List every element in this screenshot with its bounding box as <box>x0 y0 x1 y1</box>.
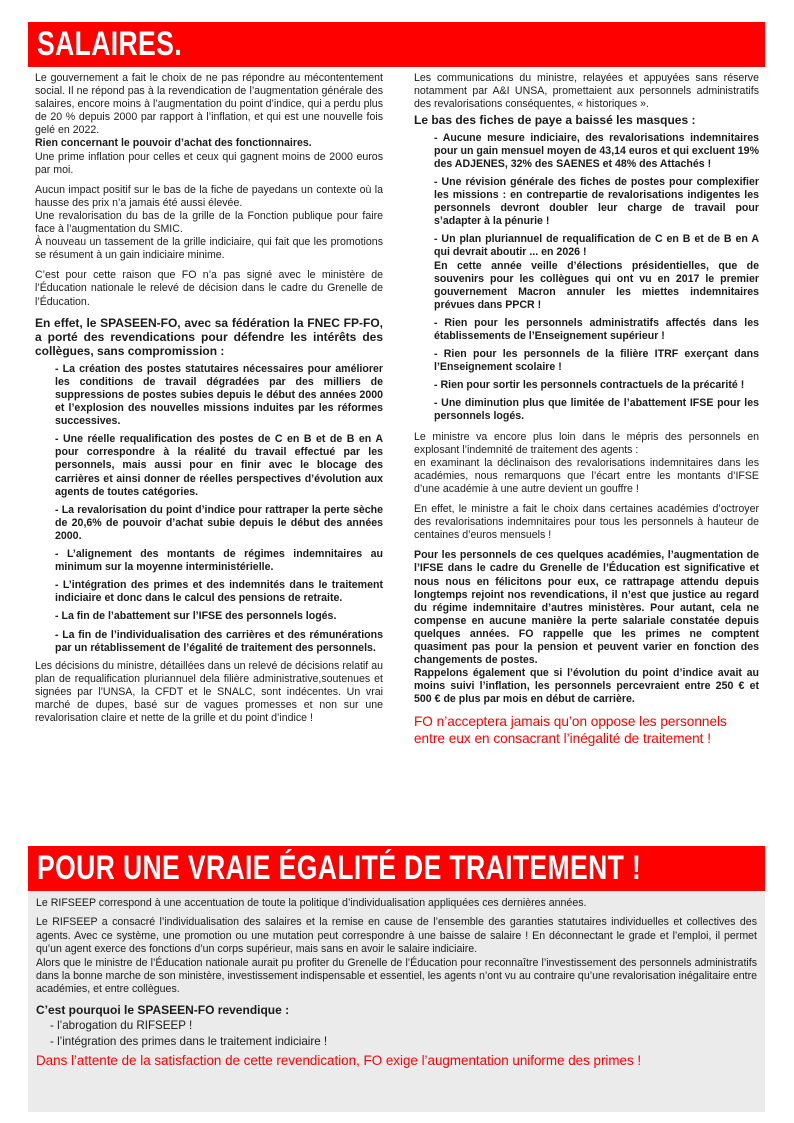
paragraph: En effet, le ministre a fait le choix dans certaines académies d’octroyer des revalorisations indemnitaires pour tous les personnels à hauteur de centaines d’euros mensuels ! <box>414 503 759 542</box>
paragraph: Le gouvernement a fait le choix de ne pas répondre au mécontentement social. Il ne répond pas à la revendication de l’augmentation générale des salaires, encore moins à l’augmentation du point d’indice, qui a perdu plus de 20 % depuis 2000 par rapport à l’inflation, et qui est une nouvelle fois gelé en 2022. <box>35 72 383 137</box>
list-item: - Une révision générale des fiches de postes pour complexifier les missions : en contrepartie de revalorisations indigentes les personnels devront doubler leur charge de travail pour s’adapter à la pénurie ! <box>434 175 759 228</box>
paragraph-bold: Rien concernant le pouvoir d’achat des fonctionnaires. <box>35 137 312 150</box>
paragraph: Les décisions du ministre, détaillées dans un relevé de décisions relatif au plan de requalification pluriannuel dela filière administrative,soutenues et signées par l’UNSA, la CFDT et le SNALC, sont indécentes. Un vrai marché de dupes, basé sur de vagues promesses et non sur une revalorisation claire et nette de la grille et du point d’indice ! <box>35 659 383 725</box>
list-item: - Une diminution plus que limitée de l’abattement IFSE pour les personnels logés. <box>434 397 759 423</box>
egalite-box <box>28 891 765 1112</box>
lead-paragraph: C’est pourquoi le SPASEEN-FO revendique : <box>36 1002 290 1017</box>
paragraph-bold: Pour les personnels de ces quelques académies, l’augmentation de l’IFSE dans le cadre du Grenelle de l’Éducation est significative et nous nous en félicitons pour eux, ce rattrapage attendu depuis longtemps rejoint nos revendications, il n’est que justice au regard du régime indemnitaire d’autres ministères. Pour autant, cela ne compense en aucune manière la perte salariale constatée depuis quelques années. FO rappelle que les primes ne comptent quasiment pas pour la pension et peuvent varier en fonction des changements de postes. <box>414 549 759 667</box>
list-item: - Rien pour les personnels administratifs affectés dans les établissements de l’Enseignement supérieur ! <box>434 316 759 342</box>
list-item: - Rien pour sortir les personnels contractuels de la précarité ! <box>434 379 745 392</box>
section-banner-egalite <box>28 846 765 891</box>
list-item: - Aucune mesure indiciaire, des revalorisations indemnitaires pour un gain mensuel moyen de 43,14 euros et qui excluent 19% des ADJENES, 32% des SAENES et 48% des Attachés ! <box>434 131 759 170</box>
list-item: - Un plan pluriannuel de requalification de C en B et de B en A qui devrait aboutir ... en 2026 ! <box>434 233 759 259</box>
lead-paragraph: Le bas des fiches de paye a baissé les masques : <box>414 113 696 128</box>
paragraph: À nouveau un tassement de la grille indiciaire, qui fait que les promotions se résument à un gain indiciaire minime. <box>35 236 383 262</box>
list-item: - Rien pour les personnels de la filière ITRF exerçant dans l’Enseignement scolaire ! <box>434 348 759 374</box>
list-item: - La création des postes statutaires nécessaires pour améliorer les conditions de travail dégradées par des milliers de suppressions de postes subies depuis le début des années 2000 et l’explosion des nouvelles missions induites par les réformes successives. <box>55 362 383 428</box>
right-column <box>414 72 759 747</box>
section-banner-salaires <box>28 22 765 67</box>
section-title-egalite: POUR UNE VRAIE ÉGALITÉ DE TRAITEMENT ! <box>37 849 642 887</box>
paragraph: Aucun impact positif sur le bas de la fiche de payedans un contexte où la hausse des prix n’a jamais été aussi élevée. <box>35 183 383 209</box>
paragraph: Le RIFSEEP correspond à une accentuation de toute la politique d’individualisation appliquées ces dernières années. <box>36 897 587 909</box>
red-statement: Dans l’attente de la satisfaction de cette revendication, FO exige l’augmentation uniforme des primes ! <box>36 1052 642 1068</box>
paragraph: Une revalorisation du bas de la grille de la Fonction publique pour faire face à l’augmentation du SMIC. <box>35 209 383 236</box>
paragraph: Alors que le ministre de l’Éducation nationale aurait pu profiter du Grenelle de l’Éducation pour reconnaître l’investissement des personnels administratifs dans la bonne marche de son ministère, investissement indispensable et essentiel, les agents n’ont vu au contraire qu’une revalorisation inégalitaire entre académies, et entre collègues. <box>36 956 757 996</box>
paragraph: en examinant la déclinaison des revalorisations indemnitaires dans les académies, nous remarquons que l’écart entre les montants d’IFSE d’une académie à une autre devient un gouffre ! <box>414 456 759 495</box>
list-item: - La fin de l’individualisation des carrières et des rémunérations par un rétablissement de l’égalité de traitement des personnels. <box>55 628 383 654</box>
section-title-salaires: SALAIRES. <box>37 25 182 63</box>
list-item: - La fin de l’abattement sur l’IFSE des personnels logés. <box>55 610 337 623</box>
list-item: - Une réelle requalification des postes de C en B et de B en A pour correspondre à la réalité du travail effectué par les personnels, mais aussi pour en finir avec le blocage des carrières et ainsi donner de réelles perspectives d’évolution aux agents de toutes catégories. <box>55 433 383 498</box>
list-item: - L’intégration des primes et des indemnités dans le traitement indiciaire et donc dans le calcul des pensions de retraite. <box>55 579 383 605</box>
paragraph: Le ministre va encore plus loin dans le mépris des personnels en explosant l’indemnité de traitement des agents : <box>414 430 759 456</box>
paragraph: Une prime inflation pour celles et ceux qui gagnent moins de 2000 euros par moi. <box>35 150 383 176</box>
list-item-note: En cette année veille d’élections présidentielles, que de souvenirs pour les collègues qui ont vu en 2017 le premier gouvernement Macron annuler les miettes indemnitaires prévues dans PPCR ! <box>434 259 759 311</box>
paragraph: Le RIFSEEP a consacré l’individualisation des salaires et la remise en cause de l’ensemble des garanties statutaires individuelles et collectives des agents. Avec ce système, une promotion ou une mutation peut correspondre à une baisse de salaire ! En déconnectant le grade et l’emploi, il permet qu’un agent exerce des fonctions d’un corps supérieur, mais sans en avoir le salaire indiciaire. <box>36 916 757 956</box>
paragraph: C’est pour cette raison que FO n’a pas signé avec le ministère de l’Éducation nationale le relevé de décision dans le cadre du Grenelle de l’Éducation. <box>35 269 383 308</box>
list-item: - La revalorisation du point d’indice pour rattraper la perte sèche de 20,6% de pouvoir d’achat subie depuis le début des années 2000. <box>55 503 383 542</box>
paragraph: Les communications du ministre, relayées et appuyées sans réserve notamment par A&I UNSA, promettaient aux personnels administratifs des revalorisations conséquentes, « historiques ». <box>414 72 759 111</box>
list-item: - l’intégration des primes dans le traitement indiciaire ! <box>50 1034 328 1048</box>
list-item: - L’alignement des montants de régimes indemnitaires au minimum sur la moyenne interministérielle. <box>55 548 383 574</box>
lead-paragraph: En effet, le SPASEEN-FO, avec sa fédération la FNEC FP-FO, a porté des revendications pour défendre les intérêts des collègues, sans compromission : <box>35 315 383 359</box>
red-statement: FO n’acceptera jamais qu’on oppose les personnels entre eux en consacrant l’inégalité de traitement ! <box>414 714 727 747</box>
list-item: - l’abrogation du RIFSEEP ! <box>50 1018 193 1032</box>
paragraph-bold: Rappelons également que si l’évolution du point d’indice avait au moins suivi l’inflation, les personnels percevraient entre 250 € et 500 € de plus par mois en début de carrière. <box>414 667 759 706</box>
left-column <box>35 72 383 725</box>
